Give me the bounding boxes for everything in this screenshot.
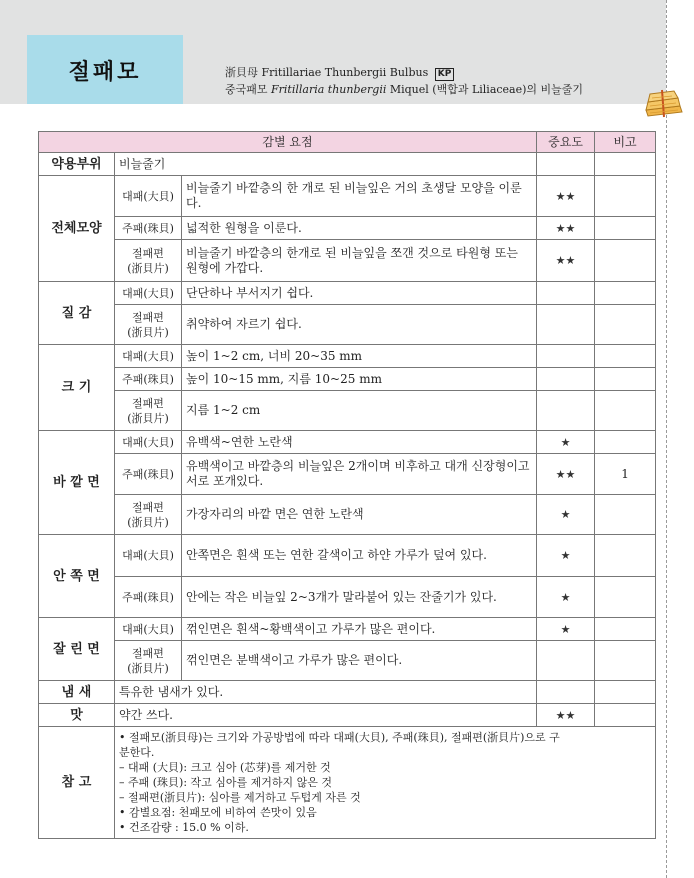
importance-stars: ★★ [537, 454, 595, 495]
table-row [39, 240, 656, 282]
sub-label: 대패(大貝) [115, 176, 182, 217]
importance-stars: ★ [537, 431, 595, 454]
description: 꺾인면은 흰색~황백색이고 가루가 많은 편이다. [182, 618, 537, 641]
description: 비늘줄기 바깥층의 한개로 된 비늘잎을 쪼갠 것으로 타원형 또는 원형에 가깝다. [182, 240, 537, 282]
table-row [39, 618, 656, 641]
reference-line: – 절패편(浙貝片): 심아를 제거하고 두텁게 자른 것 [119, 791, 361, 804]
description: 지름 1~2 cm [182, 391, 537, 431]
table-row [39, 535, 656, 577]
sub-label: 주패(珠貝) [115, 577, 182, 618]
table-row [39, 727, 656, 839]
sub-label: 절패편 (浙貝片) [115, 305, 182, 345]
sub-label: 대패(大貝) [115, 282, 182, 305]
description: 비늘줄기 바깥층의 한 개로 된 비늘잎은 거의 초생달 모양을 이룬다. [182, 176, 537, 217]
herb-latin-name: Fritillariae Thunbergii Bulbus [261, 66, 429, 79]
table-row [39, 282, 656, 305]
importance-stars: ★ [537, 495, 595, 535]
sub-label: 절패편 (浙貝片) [115, 240, 182, 282]
table-row [39, 217, 656, 240]
importance-stars: ★ [537, 577, 595, 618]
category-part: 약용부위 [39, 153, 115, 176]
table-row [39, 454, 656, 495]
sub-label: 주패(珠貝) [115, 368, 182, 391]
importance-stars: ★ [537, 535, 595, 577]
sub-label: 주패(珠貝) [115, 454, 182, 495]
description: 높이 10~15 mm, 지름 10~25 mm [182, 368, 537, 391]
references-text [115, 727, 656, 839]
table-row [39, 368, 656, 391]
description: 유백색~연한 노란색 [182, 431, 537, 454]
col-importance-header: 중요도 [537, 132, 595, 153]
sub-label: 대패(大貝) [115, 535, 182, 577]
category-references: 참 고 [39, 727, 115, 839]
description: 안에는 작은 비늘잎 2~3개가 말라붙어 있는 잔줄기가 있다. [182, 577, 537, 618]
table-row [39, 345, 656, 368]
part-value: 비늘줄기 [115, 153, 537, 176]
category-texture: 질 감 [39, 282, 115, 345]
col-note-header: 비고 [595, 132, 656, 153]
title-box [27, 35, 183, 104]
table-row [39, 641, 656, 681]
table-header-row [39, 132, 656, 153]
origin-line [225, 81, 583, 97]
category-taste: 맛 [39, 704, 115, 727]
description: 안쪽면은 흰색 또는 연한 갈색이고 하얀 가루가 덮여 있다. [182, 535, 537, 577]
importance-stars: ★★ [537, 240, 595, 282]
table-row [39, 495, 656, 535]
sub-label: 절패편 (浙貝片) [115, 641, 182, 681]
description: 유백색이고 바깥층의 비늘잎은 2개이며 비후하고 대개 신장형이고 서로 포개있다. [182, 454, 537, 495]
sub-label: 주패(珠貝) [115, 217, 182, 240]
page-edge-dashed-line [666, 0, 667, 878]
description: 꺾인면은 분백색이고 가루가 많은 편이다. [182, 641, 537, 681]
reference-line: • 절패모(浙貝母)는 크기와 가공방법에 따라 대패(大貝), 주패(珠貝), 절패편(浙貝片)으로 구 [119, 731, 560, 744]
description: 가장자리의 바깥 면은 연한 노란색 [182, 495, 537, 535]
description: 넓적한 원형을 이룬다. [182, 217, 537, 240]
origin-suffix: Miquel (백합과 Liliaceae)의 비늘줄기 [389, 83, 584, 96]
category-cut-surface: 잘 린 면 [39, 618, 115, 681]
reference-line: – 주패 (珠貝): 작고 심아를 제거하지 않은 것 [119, 776, 333, 789]
table-row [39, 577, 656, 618]
sub-label: 대패(大貝) [115, 345, 182, 368]
category-outer-surface: 바 깥 면 [39, 431, 115, 535]
taste-value: 약간 쓰다. [115, 704, 537, 727]
importance-stars: ★★ [537, 704, 595, 727]
sub-label: 절패편 (浙貝片) [115, 391, 182, 431]
sub-label: 대패(大貝) [115, 431, 182, 454]
table-row [39, 681, 656, 704]
category-shape: 전체모양 [39, 176, 115, 282]
smell-value: 특유한 냄새가 있다. [115, 681, 537, 704]
reference-line: – 대패 (大貝): 크고 심아 (芯芽)를 제거한 것 [119, 761, 331, 774]
table-row [39, 431, 656, 454]
herb-hanja: 浙貝母 [225, 66, 258, 79]
category-size: 크 기 [39, 345, 115, 431]
reference-line: • 건조감량 : 15.0 % 이하. [119, 821, 249, 834]
table-row [39, 305, 656, 345]
reference-line: 분한다. [119, 746, 155, 759]
note-value: 1 [595, 454, 656, 495]
table-row [39, 176, 656, 217]
table-row [39, 153, 656, 176]
category-smell: 냄 새 [39, 681, 115, 704]
page-title: 절패모 [68, 60, 142, 85]
herb-bundle-icon [642, 86, 684, 120]
identification-table [38, 131, 656, 839]
description: 취약하여 자르기 쉽다. [182, 305, 537, 345]
sub-label: 절패편 (浙貝片) [115, 495, 182, 535]
herb-name-line [225, 64, 454, 81]
sub-label: 대패(大貝) [115, 618, 182, 641]
importance-stars: ★ [537, 618, 595, 641]
importance-stars: ★★ [537, 217, 595, 240]
kp-badge: KP [435, 68, 455, 81]
description: 높이 1~2 cm, 너비 20~35 mm [182, 345, 537, 368]
origin-species: Fritillaria thunbergii [271, 83, 387, 96]
origin-prefix: 중국패모 [225, 83, 268, 96]
importance-stars: ★★ [537, 176, 595, 217]
category-inner-surface: 안 쪽 면 [39, 535, 115, 618]
description: 단단하나 부서지기 쉽다. [182, 282, 537, 305]
table-row [39, 704, 656, 727]
col-main-header: 감별 요점 [39, 132, 537, 153]
reference-line: • 감별요점: 천패모에 비하여 쓴맛이 있음 [119, 806, 317, 819]
table-row [39, 391, 656, 431]
